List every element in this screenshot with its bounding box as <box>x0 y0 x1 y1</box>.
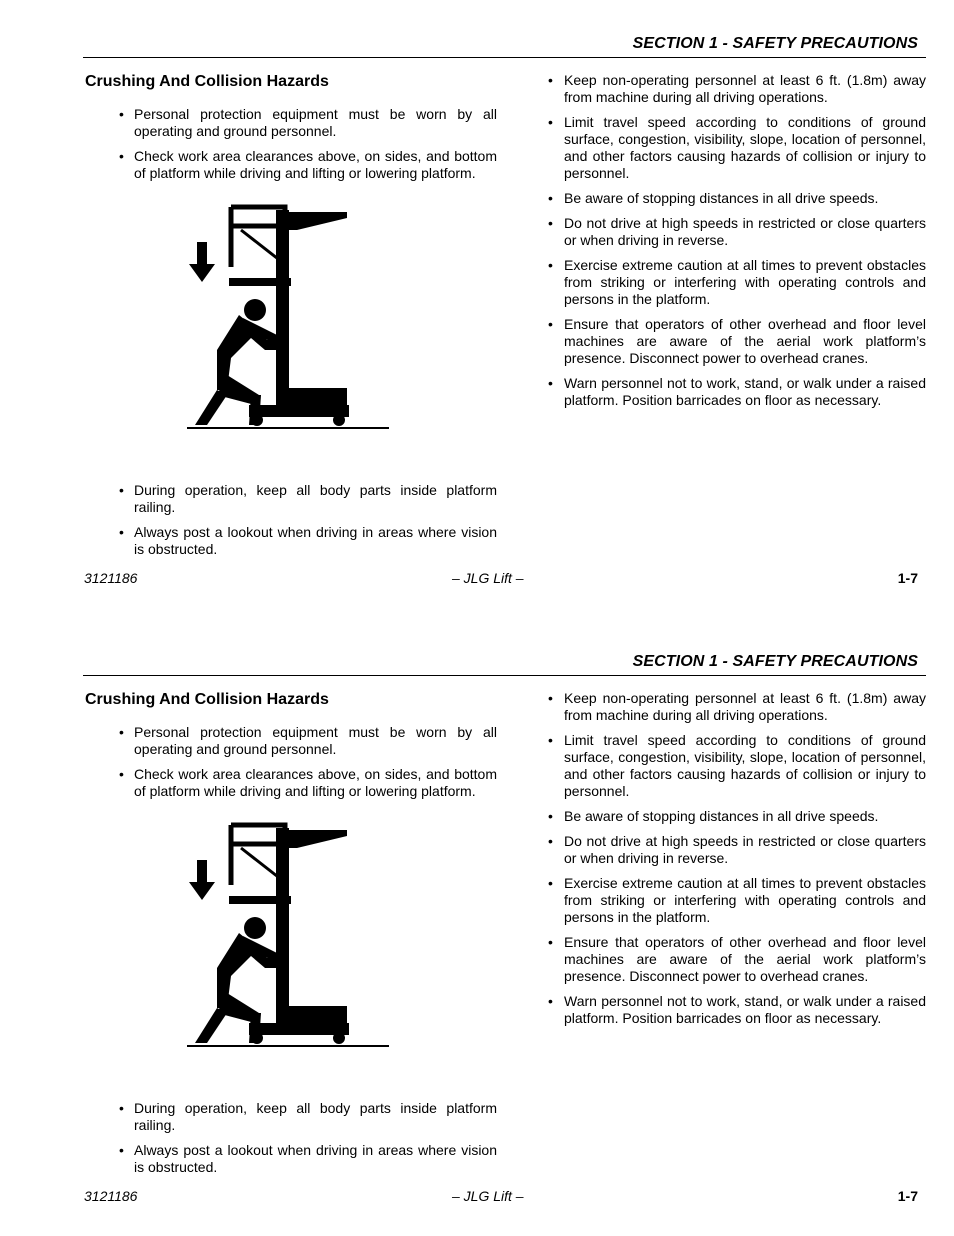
right-column <box>548 690 926 1035</box>
crushing-hazard-figure <box>85 818 500 1086</box>
header-divider <box>83 57 926 58</box>
bullet-list-bottom <box>119 482 497 558</box>
list-item: • During operation, keep all body parts inside platform railing. <box>119 1100 497 1133</box>
footer-brand: – JLG Lift – <box>452 1188 524 1204</box>
footer-page-number: 1-7 <box>897 570 918 586</box>
list-item: • Ensure that operators of other overhead and floor level machines are aware of the aerial work platform’s presence. Disconnect power to overhead cranes. <box>548 316 926 366</box>
list-item: • Be aware of stopping distances in all drive speeds. <box>548 190 879 206</box>
header-divider <box>83 675 926 676</box>
section-header: SECTION 1 - SAFETY PRECAUTIONS <box>632 35 918 52</box>
footer-doc-number: 3121186 <box>84 1188 138 1204</box>
list-item: • Personal protection equipment must be worn by all operating and ground personnel. <box>119 724 497 757</box>
section-heading: Crushing And Collision Hazards <box>85 73 329 90</box>
list-item: • Warn personnel not to work, stand, or walk under a raised platform. Position barricades on floor as necessary. <box>548 375 926 408</box>
list-item: • Ensure that operators of other overhead and floor level machines are aware of the aerial work platform’s presence. Disconnect power to overhead cranes. <box>548 934 926 984</box>
bullet-list-right <box>548 690 926 1027</box>
list-item: • Personal protection equipment must be worn by all operating and ground personnel. <box>119 106 497 139</box>
left-column <box>85 72 500 566</box>
right-column <box>548 72 926 417</box>
list-item: • Limit travel speed according to conditions of ground surface, congestion, visibility, slope, location of personnel, and other factors causing hazards of collision or injury to personnel. <box>548 732 926 799</box>
list-item: • Exercise extreme caution at all times to prevent obstacles from striking or interfering with operating controls and persons in the platform. <box>548 875 926 925</box>
list-item: • Limit travel speed according to conditions of ground surface, congestion, visibility, slope, location of personnel, and other factors causing hazards of collision or injury to personnel. <box>548 114 926 181</box>
section-header: SECTION 1 - SAFETY PRECAUTIONS <box>632 653 918 670</box>
crushing-hazard-pictogram-icon <box>187 818 397 1048</box>
section-heading: Crushing And Collision Hazards <box>85 691 329 708</box>
bullet-list-bottom <box>119 1100 497 1176</box>
footer-doc-number: 3121186 <box>84 570 138 586</box>
list-item: • Always post a lookout when driving in areas where vision is obstructed. <box>119 1142 497 1175</box>
list-item: • Keep non-operating personnel at least 6 ft. (1.8m) away from machine during all driving operations. <box>548 72 926 105</box>
list-item: • Warn personnel not to work, stand, or walk under a raised platform. Position barricades on floor as necessary. <box>548 993 926 1026</box>
footer-page-number: 1-7 <box>897 1188 918 1204</box>
list-item: • Do not drive at high speeds in restricted or close quarters or when driving in reverse. <box>548 833 926 866</box>
list-item: • Exercise extreme caution at all times to prevent obstacles from striking or interfering with operating controls and persons in the platform. <box>548 257 926 307</box>
manual-page <box>0 618 954 1236</box>
list-item: • Always post a lookout when driving in areas where vision is obstructed. <box>119 524 497 557</box>
crushing-hazard-pictogram-icon <box>187 200 397 430</box>
list-item: • Check work area clearances above, on sides, and bottom of platform while driving and lifting or lowering platform. <box>119 766 497 799</box>
list-item: • Check work area clearances above, on sides, and bottom of platform while driving and lifting or lowering platform. <box>119 148 497 181</box>
left-column <box>85 690 500 1184</box>
bullet-list-right <box>548 72 926 409</box>
list-item: • During operation, keep all body parts inside platform railing. <box>119 482 497 515</box>
bullet-list-top <box>119 106 497 182</box>
bullet-list-top <box>119 724 497 800</box>
list-item: • Keep non-operating personnel at least 6 ft. (1.8m) away from machine during all driving operations. <box>548 690 926 723</box>
crushing-hazard-figure <box>85 200 500 468</box>
footer-brand: – JLG Lift – <box>452 570 524 586</box>
list-item: • Do not drive at high speeds in restricted or close quarters or when driving in reverse. <box>548 215 926 248</box>
list-item: • Be aware of stopping distances in all drive speeds. <box>548 808 879 824</box>
